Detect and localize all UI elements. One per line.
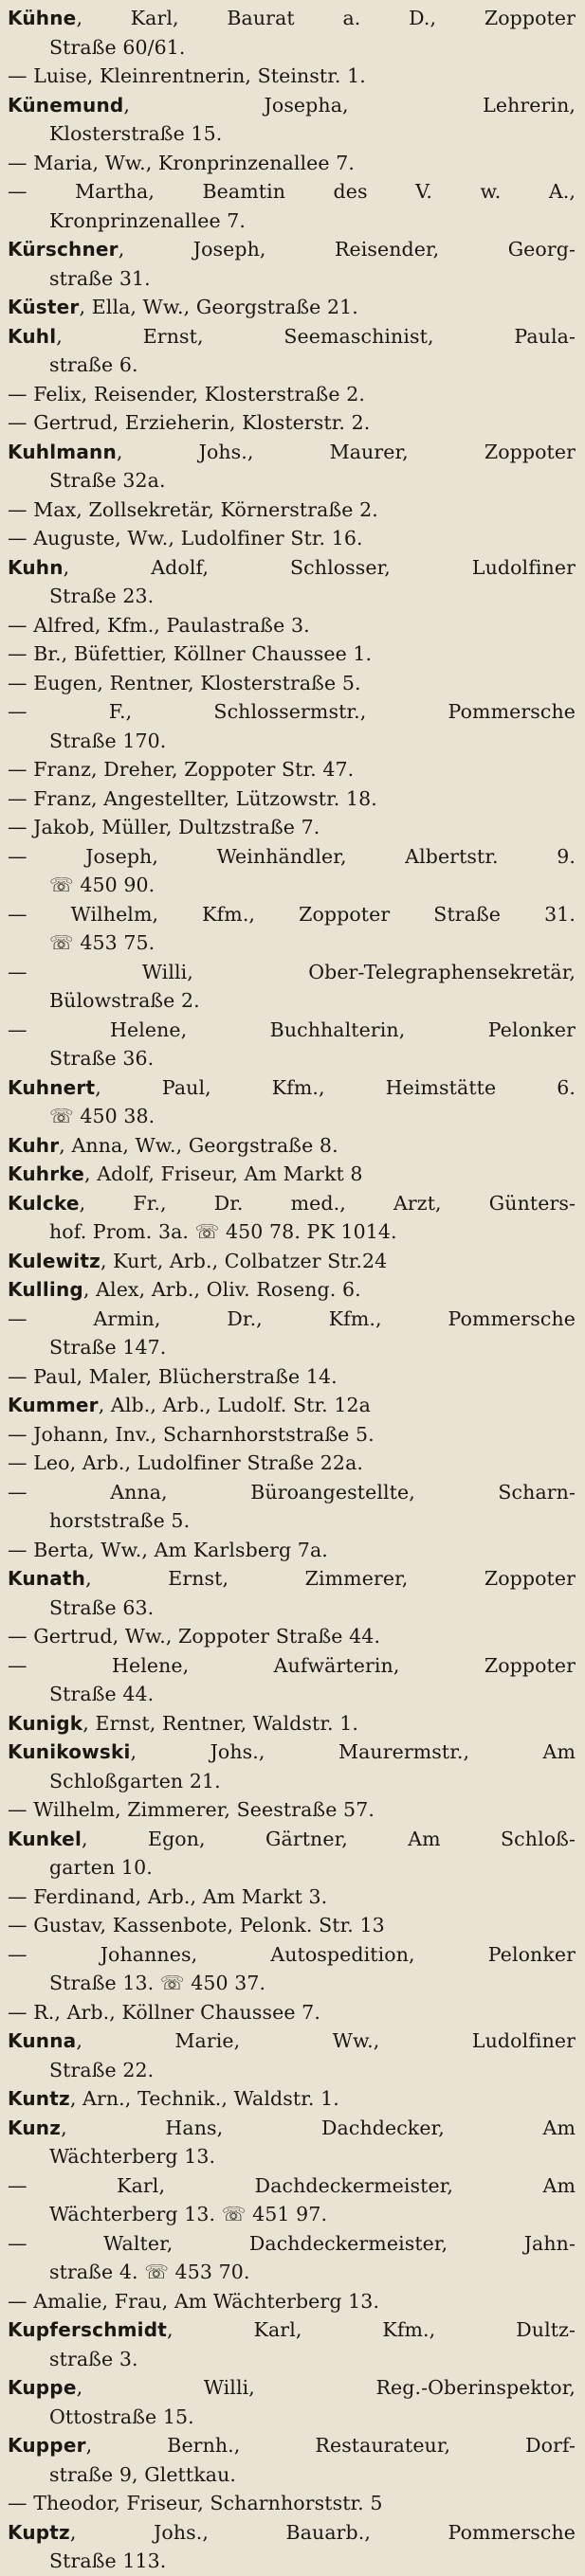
entry-first-line — [8, 408, 576, 438]
entry-first-line — [8, 2114, 576, 2143]
entry-first-line — [8, 524, 576, 553]
entry-surname: Kuptz — [8, 2520, 70, 2544]
entry-text: — Johannes, Autospedition, Pelonker — [8, 1942, 576, 1966]
entry-surname: Kuppe — [8, 2376, 77, 2399]
entry-continuation-line — [8, 466, 576, 495]
entry-text: , Karl, Kfm., Dultz- — [167, 2318, 576, 2341]
entry-first-line — [8, 1738, 576, 1767]
directory-entry — [8, 408, 576, 438]
entry-first-line — [8, 1189, 576, 1218]
entry-continuation-line — [8, 119, 576, 149]
entry-text: , Adolf, Schlosser, Ludolfiner — [63, 555, 576, 579]
entry-continuation-line — [8, 33, 576, 63]
entry-surname: Kupferschmidt — [8, 2318, 168, 2341]
entry-text: , Ernst, Seemaschinist, Paula- — [56, 324, 576, 348]
entry-continuation-line — [8, 1102, 576, 1131]
entry-continuation-line — [8, 582, 576, 611]
directory-entry — [8, 639, 576, 669]
entry-first-line — [8, 1420, 576, 1450]
entry-text: straße 6. — [49, 353, 138, 376]
directory-entry — [8, 1449, 576, 1478]
entry-text: horststraße 5. — [49, 1509, 191, 1532]
entry-text: ☏ 453 75. — [49, 931, 155, 954]
entry-text: , Ernst, Zimmerer, Zoppoter — [85, 1567, 576, 1590]
directory-entry — [8, 958, 576, 1016]
entry-first-line — [8, 1825, 576, 1854]
entry-first-line — [8, 813, 576, 842]
entry-first-line — [8, 2489, 576, 2518]
entry-text: straße 4. ☏ 453 70. — [49, 2261, 250, 2283]
entry-first-line — [8, 1362, 576, 1392]
entry-surname: Kühne — [8, 7, 77, 29]
directory-entry — [8, 1795, 576, 1825]
entry-text: — Alfred, Kfm., Paulastraße 3. — [8, 613, 310, 637]
entry-surname: Kunigk — [8, 1711, 83, 1735]
entry-first-line — [8, 1998, 576, 2027]
entry-continuation-line — [8, 1217, 576, 1247]
entry-text: — R., Arb., Köllner Chaussee 7. — [8, 2000, 320, 2024]
entry-first-line — [8, 1449, 576, 1478]
entry-text: Straße 170. — [49, 729, 167, 752]
entry-continuation-line — [8, 1853, 576, 1882]
entry-text: , Willi, Reg.-Oberinspektor, — [76, 2376, 576, 2399]
directory-entry — [8, 1420, 576, 1450]
directory-entry — [8, 755, 576, 784]
entry-continuation-line — [8, 1680, 576, 1709]
directory-entry — [8, 1016, 576, 1073]
entry-continuation-line — [8, 1506, 576, 1536]
entry-first-line — [8, 2518, 576, 2548]
entry-text: , Alb., Arb., Ludolf. Str. 12a — [98, 1394, 371, 1416]
entry-first-line — [8, 2287, 576, 2316]
entry-text: Straße 23. — [49, 585, 155, 607]
entry-continuation-line — [8, 2345, 576, 2374]
directory-entry — [8, 177, 576, 235]
entry-text: Klosterstraße 15. — [49, 122, 223, 145]
entry-text: — Armin, Dr., Kfm., Pommersche — [8, 1306, 576, 1330]
entry-text: Straße 44. — [49, 1683, 155, 1705]
entry-continuation-line — [8, 2460, 576, 2490]
entry-text: Straße 22. — [49, 2058, 155, 2081]
entry-text: — Martha, Beamtin des V. w. A., — [8, 180, 576, 203]
directory-entry — [8, 1160, 576, 1189]
entry-text: — Karl, Dachdeckermeister, Am — [8, 2173, 576, 2197]
entry-text: — Helene, Buchhalterin, Pelonker — [8, 1018, 576, 1041]
entry-surname: Kulewitz — [8, 1249, 101, 1272]
directory-entry — [8, 2518, 576, 2576]
entry-text: — Wilhelm, Kfm., Zoppoter Straße 31. — [8, 902, 576, 926]
entry-text: — Ferdinand, Arb., Am Markt 3. — [8, 1884, 328, 1908]
entry-first-line — [8, 1651, 576, 1681]
directory-entry — [8, 2373, 576, 2431]
entry-text: — Max, Zollsekretär, Körnerstraße 2. — [8, 497, 378, 521]
directory-entry — [8, 842, 576, 900]
entry-first-line — [8, 1131, 576, 1161]
directory-entry — [8, 1275, 576, 1305]
entry-text: straße 9, Glettkau. — [49, 2462, 237, 2486]
entry-continuation-line — [8, 1044, 576, 1073]
entry-text: , Egon, Gärtner, Am Schloß- — [82, 1827, 576, 1850]
directory-entry — [8, 553, 576, 611]
entry-continuation-line — [8, 1333, 576, 1362]
entry-text: ☏ 450 38. — [49, 1105, 155, 1127]
entry-first-line — [8, 784, 576, 814]
entry-text: Wächterberg 13. ☏ 451 97. — [49, 2203, 328, 2225]
entry-first-line — [8, 4, 576, 33]
entry-first-line — [8, 958, 576, 987]
entry-text: — Franz, Dreher, Zoppoter Str. 47. — [8, 758, 355, 781]
entry-text: Straße 36. — [49, 1047, 155, 1070]
entry-text: — Gertrud, Erzieherin, Klosterstr. 2. — [8, 411, 371, 434]
directory-entry — [8, 900, 576, 958]
entry-text: straße 3. — [49, 2347, 138, 2370]
entry-text: — F., Schlossermstr., Pommersche — [8, 700, 576, 723]
directory-entry — [8, 2027, 576, 2084]
directory-entry — [8, 1305, 576, 1362]
directory-entry — [8, 62, 576, 91]
entry-text: — Anna, Büroangestellte, Scharn- — [8, 1480, 576, 1504]
entry-first-line — [8, 900, 576, 929]
entry-surname: Kuhlmann — [8, 440, 117, 463]
entry-first-line — [8, 697, 576, 727]
entry-continuation-line — [8, 1594, 576, 1623]
entry-first-line — [8, 293, 576, 322]
entry-first-line — [8, 322, 576, 351]
directory-entry — [8, 611, 576, 640]
directory-entry — [8, 1709, 576, 1738]
directory-entry — [8, 1940, 576, 1998]
entry-text: — Paul, Maler, Blücherstraße 14. — [8, 1364, 338, 1388]
entry-first-line — [8, 177, 576, 207]
entry-text: , Bernh., Restaurateur, Dorf- — [85, 2434, 576, 2457]
entry-first-line — [8, 1160, 576, 1189]
entry-first-line — [8, 1391, 576, 1420]
entry-text: — Franz, Angestellter, Lützowstr. 18. — [8, 786, 377, 810]
directory-entry — [8, 1478, 576, 1536]
entry-text: — Gertrud, Ww., Zoppoter Straße 44. — [8, 1625, 381, 1648]
directory-entry — [8, 2229, 576, 2287]
directory-entry — [8, 1998, 576, 2027]
directory-entry — [8, 2431, 576, 2489]
entry-continuation-line — [8, 351, 576, 380]
entry-text: — Leo, Arb., Ludolfiner Straße 22a. — [8, 1451, 364, 1474]
entry-text: , Anna, Ww., Georgstraße 8. — [59, 1133, 338, 1157]
entry-first-line — [8, 1709, 576, 1738]
entry-first-line — [8, 1016, 576, 1045]
entry-text: — Maria, Ww., Kronprinzenallee 7. — [8, 151, 356, 174]
directory-entry — [8, 1911, 576, 1940]
entry-text: Straße 113. — [49, 2549, 167, 2572]
directory-entry — [8, 1362, 576, 1392]
entry-text: — Felix, Reisender, Klosterstraße 2. — [8, 382, 365, 405]
entry-surname: Kulling — [8, 1278, 83, 1301]
entry-first-line — [8, 611, 576, 640]
entry-first-line — [8, 235, 576, 264]
entry-text: , Marie, Ww., Ludolfiner — [76, 2029, 576, 2052]
directory-entry — [8, 1247, 576, 1276]
entry-surname: Kuntz — [8, 2087, 70, 2110]
entry-first-line — [8, 380, 576, 409]
directory-entry — [8, 2287, 576, 2316]
entry-first-line — [8, 1795, 576, 1825]
entry-text: straße 31. — [49, 266, 151, 290]
entry-first-line — [8, 1622, 576, 1651]
entry-text: garten 10. — [49, 1856, 153, 1879]
entry-first-line — [8, 755, 576, 784]
entry-text: — Willi, Ober-Telegraphensekretär, — [8, 960, 576, 983]
entry-first-line — [8, 1940, 576, 1970]
directory-entry — [8, 2489, 576, 2518]
entry-text: hof. Prom. 3a. ☏ 450 78. PK 1014. — [49, 1220, 397, 1243]
entry-text: Ottostraße 15. — [49, 2405, 194, 2428]
entry-first-line — [8, 1564, 576, 1594]
entry-text: — Br., Büfettier, Köllner Chaussee 1. — [8, 642, 373, 665]
entry-text: — Luise, Kleinrentnerin, Steinstr. 1. — [8, 64, 366, 87]
directory-entry — [8, 2315, 576, 2373]
entry-text: , Johs., Bauarb., Pommersche — [69, 2520, 576, 2544]
entry-text: , Karl, Baurat a. D., Zoppoter — [76, 7, 576, 29]
entry-text: — Gustav, Kassenbote, Pelonk. Str. 13 — [8, 1914, 385, 1937]
entry-text: , Arn., Technik., Waldstr. 1. — [69, 2087, 339, 2110]
entry-first-line — [8, 2431, 576, 2460]
entry-continuation-line — [8, 986, 576, 1016]
entry-text: , Paul, Kfm., Heimstätte 6. — [95, 1075, 576, 1099]
entry-first-line — [8, 2084, 576, 2114]
entry-continuation-line — [8, 264, 576, 294]
entry-first-line — [8, 842, 576, 872]
entry-text: , Adolf, Friseur, Am Markt 8 — [84, 1162, 363, 1185]
entry-first-line — [8, 438, 576, 467]
directory-entry — [8, 1073, 576, 1131]
entry-first-line — [8, 1073, 576, 1103]
entry-first-line — [8, 2229, 576, 2259]
entry-surname: Kulcke — [8, 1191, 80, 1215]
entry-first-line — [8, 91, 576, 120]
entry-first-line — [8, 2027, 576, 2056]
entry-text: Wächterberg 13. — [49, 2145, 216, 2168]
entry-first-line — [8, 149, 576, 178]
entry-text: , Hans, Dachdecker, Am — [61, 2116, 576, 2139]
entry-text: Straße 147. — [49, 1336, 167, 1359]
entry-continuation-line — [8, 207, 576, 236]
directory-entry — [8, 1564, 576, 1622]
entry-first-line — [8, 1478, 576, 1507]
directory-entry — [8, 149, 576, 178]
entry-continuation-line — [8, 727, 576, 756]
entry-first-line — [8, 495, 576, 525]
entry-text: — Auguste, Ww., Ludolfiner Str. 16. — [8, 527, 363, 549]
entry-text: ☏ 450 90. — [49, 874, 155, 896]
entry-text: — Jakob, Müller, Dultzstraße 7. — [8, 816, 320, 838]
entry-first-line — [8, 1536, 576, 1565]
directory-entry — [8, 4, 576, 62]
entry-surname: Kunkel — [8, 1827, 82, 1850]
entry-text: , Johs., Maurer, Zoppoter — [116, 440, 576, 463]
directory-entry — [8, 1536, 576, 1565]
entry-text: , Kurt, Arb., Colbatzer Str.24 — [100, 1249, 388, 1272]
entry-continuation-line — [8, 1767, 576, 1796]
entry-continuation-line — [8, 2547, 576, 2576]
entry-first-line — [8, 1911, 576, 1940]
directory-entry — [8, 380, 576, 409]
entry-text: , Johs., Maurermstr., Am — [130, 1740, 576, 1763]
entry-text: Kronprinzenallee 7. — [49, 208, 247, 232]
entry-surname: Kuhr — [8, 1133, 60, 1157]
entry-first-line — [8, 2171, 576, 2201]
entry-surname: Kummer — [8, 1394, 99, 1416]
directory-entry — [8, 1738, 576, 1795]
directory-entry — [8, 322, 576, 380]
entry-surname: Küster — [8, 296, 80, 318]
entry-first-line — [8, 553, 576, 583]
entry-first-line — [8, 639, 576, 669]
entry-text: — Amalie, Frau, Am Wächterberg 13. — [8, 2289, 380, 2313]
entry-continuation-line — [8, 928, 576, 958]
entry-text: Straße 63. — [49, 1595, 155, 1619]
entry-surname: Kunikowski — [8, 1740, 131, 1763]
entry-text: , Joseph, Reisender, Georg- — [118, 238, 576, 261]
entry-text: — Joseph, Weinhändler, Albertstr. 9. — [8, 844, 576, 868]
entry-first-line — [8, 2373, 576, 2403]
directory-entry — [8, 1391, 576, 1420]
directory-entry — [8, 91, 576, 149]
entry-continuation-line — [8, 2200, 576, 2229]
directory-entry — [8, 1882, 576, 1912]
entry-text: , Josepha, Lehrerin, — [123, 93, 576, 117]
entry-text: — Walter, Dachdeckermeister, Jahn- — [8, 2231, 576, 2255]
entry-surname: Kunna — [8, 2029, 77, 2052]
entry-first-line — [8, 1305, 576, 1334]
entry-continuation-line — [8, 2142, 576, 2171]
directory-entry — [8, 2084, 576, 2114]
entry-text: , Fr., Dr. med., Arzt, Günters- — [79, 1191, 576, 1215]
directory-entry — [8, 2171, 576, 2229]
directory-entry — [8, 697, 576, 755]
entry-text: , Ernst, Rentner, Waldstr. 1. — [82, 1711, 358, 1735]
entry-text: , Alex, Arb., Oliv. Roseng. 6. — [82, 1278, 361, 1301]
entry-surname: Kuhnert — [8, 1075, 96, 1099]
directory-entry — [8, 495, 576, 525]
entry-surname: Kupper — [8, 2434, 86, 2457]
directory-entry — [8, 1651, 576, 1709]
directory-entry — [8, 235, 576, 293]
entry-first-line — [8, 2315, 576, 2345]
entry-first-line — [8, 1247, 576, 1276]
entry-surname: Kunath — [8, 1567, 86, 1590]
entry-continuation-line — [8, 2258, 576, 2287]
entry-text: Schloßgarten 21. — [49, 1769, 221, 1792]
entry-text: — Eugen, Rentner, Klosterstraße 5. — [8, 671, 361, 694]
entry-surname: Kunz — [8, 2116, 62, 2139]
directory-entry — [8, 1189, 576, 1247]
directory-entry — [8, 438, 576, 495]
entry-first-line — [8, 1275, 576, 1305]
directory-entry — [8, 1825, 576, 1882]
entry-text: Straße 32a. — [49, 469, 166, 492]
entry-surname: Kuhn — [8, 555, 64, 579]
entry-first-line — [8, 669, 576, 698]
entry-text: — Berta, Ww., Am Karlsberg 7a. — [8, 1538, 328, 1561]
entry-text: , Ella, Ww., Georgstraße 21. — [79, 296, 358, 318]
entry-first-line — [8, 62, 576, 91]
entry-surname: Kuhrke — [8, 1162, 85, 1185]
directory-entry — [8, 293, 576, 322]
directory-entry — [8, 1131, 576, 1161]
entry-surname: Kürschner — [8, 238, 119, 261]
entry-text: — Wilhelm, Zimmerer, Seestraße 57. — [8, 1798, 375, 1821]
entry-text: — Helene, Aufwärterin, Zoppoter — [8, 1653, 576, 1677]
entry-surname: Kuhl — [8, 324, 57, 348]
entry-text: — Theodor, Friseur, Scharnhorststr. 5 — [8, 2492, 383, 2514]
entry-continuation-line — [8, 1969, 576, 1998]
entry-text: Bülowstraße 2. — [49, 989, 200, 1012]
entry-text: Straße 13. ☏ 450 37. — [49, 1972, 266, 1994]
directory-entry — [8, 2114, 576, 2171]
entry-continuation-line — [8, 871, 576, 900]
directory-entry — [8, 784, 576, 814]
directory-entry — [8, 524, 576, 553]
entry-continuation-line — [8, 2403, 576, 2432]
entry-first-line — [8, 1882, 576, 1912]
directory-entry — [8, 1622, 576, 1651]
directory-entry — [8, 813, 576, 842]
entry-continuation-line — [8, 2056, 576, 2085]
entry-surname: Künemund — [8, 93, 124, 117]
entry-text: — Johann, Inv., Scharnhorststraße 5. — [8, 1422, 375, 1446]
directory-entry — [8, 669, 576, 698]
entry-text: Straße 60/61. — [49, 35, 186, 59]
